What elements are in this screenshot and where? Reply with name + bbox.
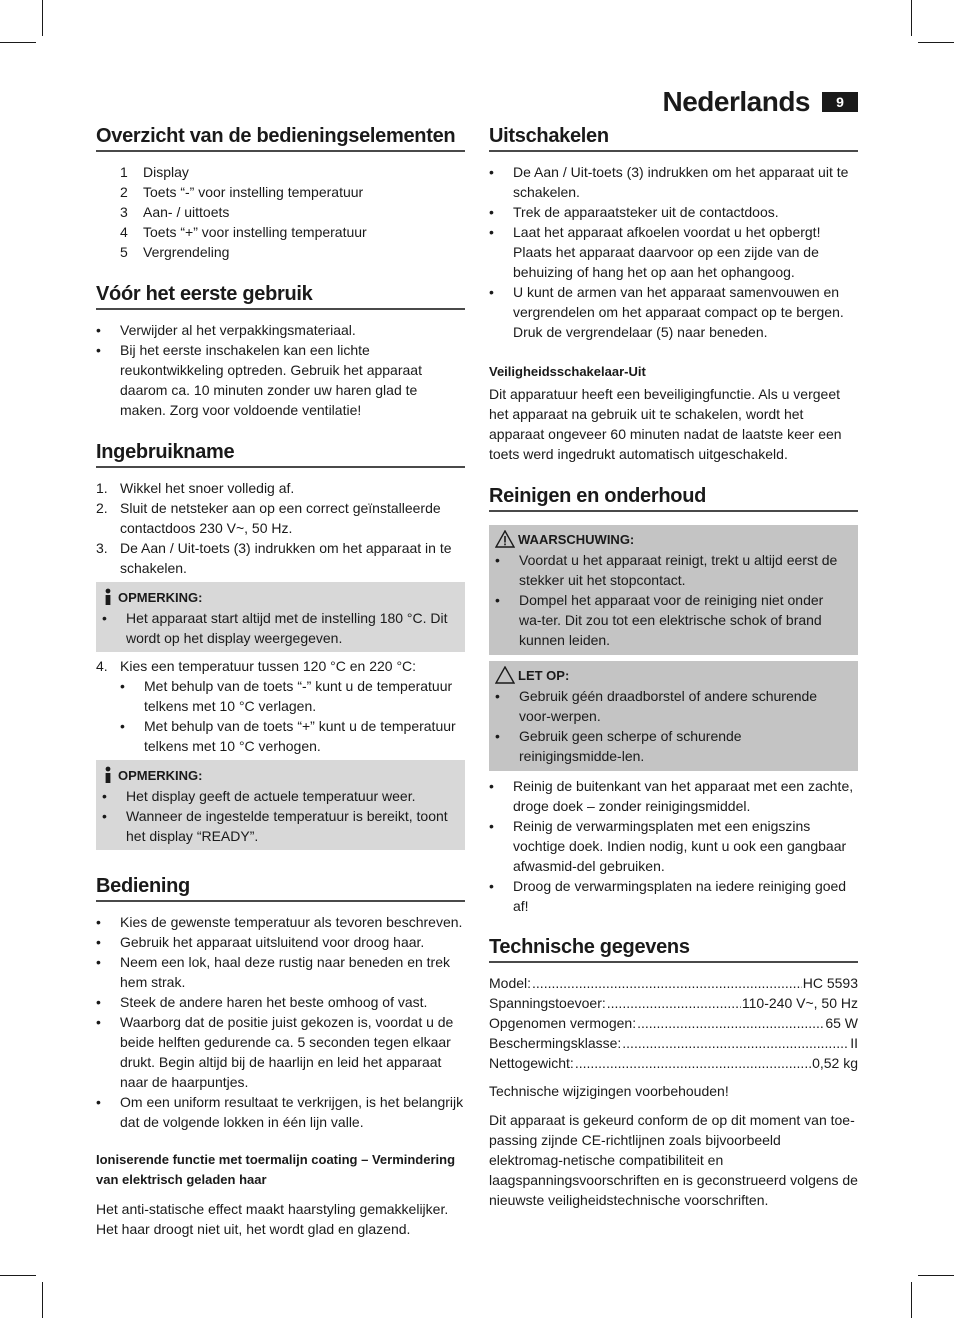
warning-box	[489, 525, 858, 655]
section-title-operation: Bediening	[96, 872, 465, 902]
list-item: • De Aan / Uit-toets (3) indrukken om het apparaat uit te schakelen.	[489, 164, 849, 200]
list-item: • Waarborg dat de positie juist gekozen is, voordat u de beide helften gedurende ca. 5 seconden tegen elkaar drukt. Begin altijd bij de haarlijn en leid het apparaat naar de haarpuntjes.	[96, 1014, 454, 1090]
list-item: 4 Toets “+” voor instelling temperatuur	[120, 224, 367, 240]
conformity-text: Dit apparaat is gekeurd conform de op dit moment van toe-passing zijnde CE-richtlijnen zoals bijvoorbeeld elektromag-netische compatibiliteit en laagspanningsvoorschriften en is geconstrueerd volgens de nieuwste veiligheidstechnische voorschriften.	[489, 1112, 858, 1208]
crop-mark	[42, 1282, 43, 1318]
warning-triangle-icon	[495, 530, 515, 548]
crop-mark	[911, 0, 912, 36]
list-item: 1. Wikkel het snoer volledig af.	[96, 480, 295, 496]
crop-mark	[0, 42, 36, 43]
note-box	[96, 760, 465, 850]
safety-text: Dit apparatuur heeft een beveiligingfunctie. Als u vergeet het apparaat na gebruik uit te schakelen, wordt het apparaat ongeveer 60 minuten nadat de laatste keer een toets werd ingedrukt automatisch uitgeschakeld.	[489, 386, 842, 462]
list-item: • Trek de apparaatsteker uit de contactdoos.	[489, 204, 779, 220]
list-item: • Droog de verwarmingsplaten na iedere reiniging goed af!	[489, 878, 847, 914]
section-title-cleaning: Reinigen en onderhoud	[489, 482, 858, 512]
note-box	[96, 582, 465, 652]
crop-mark	[918, 42, 954, 43]
startup-steps	[96, 478, 465, 578]
list-item: • Bij het eerste inschakelen kan een lichte reukontwikkeling optreden. Gebruik het apparaat daarom ca. 10 minuten zonder uw haren glad te maken. Zorg voor voldoende ventilatie!	[96, 342, 422, 418]
operation-list	[96, 912, 465, 1132]
spec-row: Spanningstoevoer: ..... 110-240 V~, 50 Hz	[489, 993, 858, 1013]
spec-row: Model: ..... HC 5593	[489, 973, 858, 993]
section-title-first-use: Vóór het eerste gebruik	[96, 280, 465, 310]
ionic-heading: Ioniserende functie met toermalijn coating – Vermindering van elektrisch geladen haar	[96, 1152, 456, 1187]
caution-title: LET OP:	[489, 666, 858, 686]
list-item: • Kies de gewenste temperatuur als tevoren beschreven.	[96, 914, 463, 930]
specs-table	[489, 973, 858, 1073]
spec-row: Opgenomen vermogen: ..... 65 W	[489, 1013, 858, 1033]
note-title: OPMERKING:	[96, 766, 465, 786]
startup-step-4-sublist	[96, 676, 465, 756]
note-title: OPMERKING:	[96, 588, 465, 608]
page-number: 9	[822, 92, 858, 112]
list-item: • Neem een lok, haal deze rustig naar beneden en trek hem strak.	[96, 954, 450, 990]
crop-mark	[0, 1275, 36, 1276]
section-title-switch-off: Uitschakelen	[489, 122, 858, 152]
section-title-startup: Ingebruikname	[96, 438, 465, 468]
list-item: 2. Sluit de netsteker aan op een correct geïnstalleerde contactdoos 230 V~, 50 Hz.	[96, 500, 441, 536]
list-item: • Verwijder al het verpakkingsmateriaal.	[96, 322, 356, 338]
list-item: 3. De Aan / Uit-toets (3) indrukken om het apparaat in te schakelen.	[96, 540, 452, 576]
list-item: • Gebruik geen scherpe of schurende reinigingsmidde-len.	[495, 728, 742, 764]
list-item: • Voordat u het apparaat reinigt, trekt u altijd eerst de stekker uit het stopcontact.	[495, 552, 838, 588]
caution-triangle-icon	[495, 666, 515, 684]
spec-row: Nettogewicht: ..... 0,52 kg	[489, 1053, 858, 1073]
list-item: • Laat het apparaat afkoelen voordat u het opbergt! Plaats het apparaat daarvoor op een zijde van de behuizing of hang het op aan het ophangoog.	[489, 224, 821, 280]
list-item: • Gebruik het apparaat uitsluitend voor droog haar.	[96, 934, 425, 950]
info-icon	[102, 588, 114, 606]
list-item: • Met behulp van de toets “-” kunt u de temperatuur telkens met 10 °C verlagen.	[120, 678, 453, 714]
list-item: • Reinig de buitenkant van het apparaat met een zachte, droge doek – zonder reinigingsmiddel.	[489, 778, 854, 814]
list-item: • Steek de andere haren het beste omhoog of vast.	[96, 994, 428, 1010]
first-use-list	[96, 320, 465, 420]
disclaimer-text: Technische wijzigingen voorbehouden!	[489, 1083, 729, 1099]
switch-off-list	[489, 162, 858, 342]
info-icon	[102, 766, 114, 784]
warning-title: WAARSCHUWING:	[489, 530, 858, 550]
list-item: 4. Kies een temperatuur tussen 120 °C en 220 °C:	[96, 658, 417, 674]
list-item: • Het display geeft de actuele temperatuur weer.	[102, 788, 416, 804]
section-title-overview: Overzicht van de bedieningselementen	[96, 122, 465, 152]
list-item: • Om een uniform resultaat te verkrijgen, is het belangrijk dat de volgende lokken in één lijn valle.	[96, 1094, 464, 1130]
list-item: • Met behulp van de toets “+” kunt u de temperatuur telkens met 10 °C verhogen.	[120, 718, 456, 754]
list-item: • Dompel het apparaat voor de reiniging niet onder wa-ter. Dit zou tot een elektrische schok of brand kunnen leiden.	[495, 592, 824, 648]
ionic-text: Het anti-statische effect maakt haarstyling gemakkelijker. Het haar droogt niet uit, het wordt glad en glazend.	[96, 1201, 449, 1237]
crop-mark	[918, 1275, 954, 1276]
overview-list	[96, 162, 465, 262]
crop-mark	[911, 1282, 912, 1318]
list-item: 2 Toets “-” voor instelling temperatuur	[120, 184, 364, 200]
list-item: • U kunt de armen van het apparaat samenvouwen en vergrendelen om het apparaat compact op te bergen. Druk de vergrendelaar (5) naar beneden.	[489, 284, 844, 340]
page-language-title: Nederlands	[662, 86, 810, 117]
list-item: 1 Display	[120, 164, 189, 180]
list-item: • Reinig de verwarmingsplaten met een enigszins vochtige doek. Indien nodig, kunt u ook een gangbaar afwasmid-del gebruiken.	[489, 818, 847, 874]
list-item: • Wanneer de ingestelde temperatuur is bereikt, toont het display “READY”.	[102, 808, 448, 844]
list-item: 5 Vergrendeling	[120, 244, 230, 260]
caution-box	[489, 661, 858, 771]
list-item: 3 Aan- / uittoets	[120, 204, 230, 220]
section-title-specs: Technische gegevens	[489, 933, 858, 963]
startup-step-4	[96, 656, 465, 676]
crop-mark	[42, 0, 43, 36]
list-item: • Het apparaat start altijd met de instelling 180 °C. Dit wordt op het display weergegeven.	[102, 610, 448, 646]
spec-row: Beschermingsklasse: ..... II	[489, 1033, 858, 1053]
safety-heading: Veiligheidsschakelaar-Uit	[489, 364, 646, 379]
cleaning-list	[489, 776, 858, 916]
list-item: • Gebruik géén draadborstel of andere schurende voor-werpen.	[495, 688, 818, 724]
